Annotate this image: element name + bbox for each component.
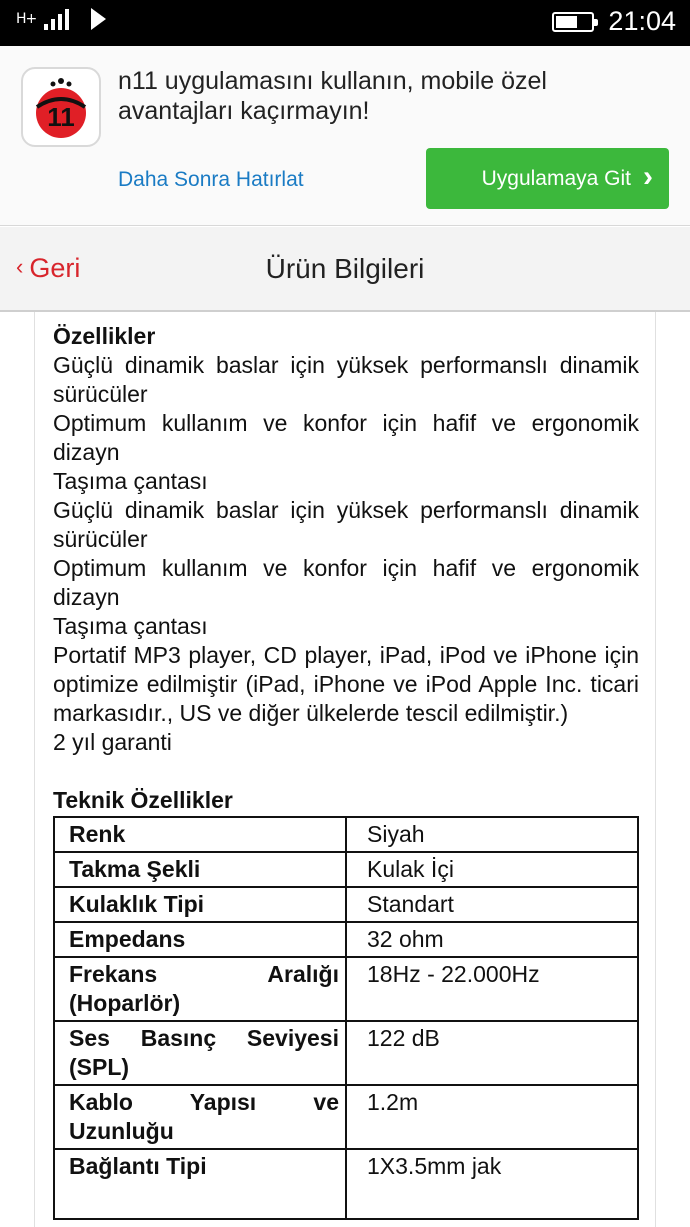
spec-key: Frekans Aralığı (Hoparlör) [54,957,346,1021]
spec-value: Standart [346,887,638,922]
feature-line: Optimum kullanım ve konfor için hafif ve ergonomik dizayn [53,410,639,465]
table-row [54,957,638,1021]
app-banner [0,46,690,226]
product-info-content[interactable] [34,312,656,1227]
spec-key: Bağlantı Tipi [54,1149,346,1219]
table-row [54,1085,638,1149]
remind-later-link[interactable]: Daha Sonra Hatırlat [118,168,304,191]
spec-value: Kulak İçi [346,852,638,887]
svg-text:11: 11 [47,102,75,132]
banner-message: n11 uygulamasını kullanın, mobile özel avantajları kaçırmayın! [118,67,547,125]
feature-line: Güçlü dinamik baslar için yüksek performanslı dinamik sürücüler [53,497,639,552]
spec-value: 32 ohm [346,922,638,957]
spec-value: 1X3.5mm jak [346,1149,638,1219]
table-row [54,887,638,922]
spec-value: Siyah [346,817,638,852]
table-row [54,1149,638,1219]
table-row [54,817,638,852]
battery-icon [552,12,594,32]
signal-icon [44,8,69,30]
back-label: Geri [29,253,81,283]
spec-key: Takma Şekli [54,852,346,887]
spec-value: 122 dB [346,1021,638,1085]
status-left [16,8,106,30]
nav-bar [0,227,690,312]
spec-key: Empedans [54,922,346,957]
spec-key: Ses Basınç Seviyesi (SPL) [54,1021,346,1085]
feature-line: Taşıma çantası [53,613,208,639]
table-row [54,1021,638,1085]
spec-value: 1.2m [346,1085,638,1149]
status-bar [0,0,690,46]
chevron-left-icon: ‹ [16,253,24,279]
go-to-app-button[interactable] [426,148,669,209]
feature-line: 2 yıl garanti [53,729,172,755]
ladybug-11-icon[interactable] [21,67,101,147]
chevron-right-icon: › [643,160,653,193]
play-icon [91,8,106,30]
battery-level [556,16,576,28]
feature-line: Taşıma çantası [53,468,208,494]
tech-specs-title: Teknik Özellikler [53,787,233,813]
status-right [552,6,676,37]
product-info-text [53,322,639,1220]
spec-key: Kulaklık Tipi [54,887,346,922]
feature-line: Portatif MP3 player, CD player, iPad, iPod ve iPhone için optimize edilmiştir (iPad, iPhone ve iPod Apple Inc. ticari markasıdır., US ve diğer ülkelerde tescil edilmiştir.) [53,642,639,726]
table-row [54,922,638,957]
tech-specs-table [53,816,639,1220]
spec-key: Renk [54,817,346,852]
go-to-app-label: Uygulamaya Git [481,166,631,190]
spec-value: 18Hz - 22.000Hz [346,957,638,1021]
clock: 21:04 [608,6,676,36]
feature-line: Güçlü dinamik baslar için yüksek performanslı dinamik sürücüler [53,352,639,407]
spec-key: Kablo Yapısı ve Uzunluğu [54,1085,346,1149]
network-type: H+ [16,10,37,27]
table-row [54,852,638,887]
page-title: Ürün Bilgileri [265,253,425,284]
features-title: Özellikler [53,323,156,349]
feature-line: Optimum kullanım ve konfor için hafif ve ergonomik dizayn [53,555,639,610]
back-button[interactable] [16,253,80,284]
